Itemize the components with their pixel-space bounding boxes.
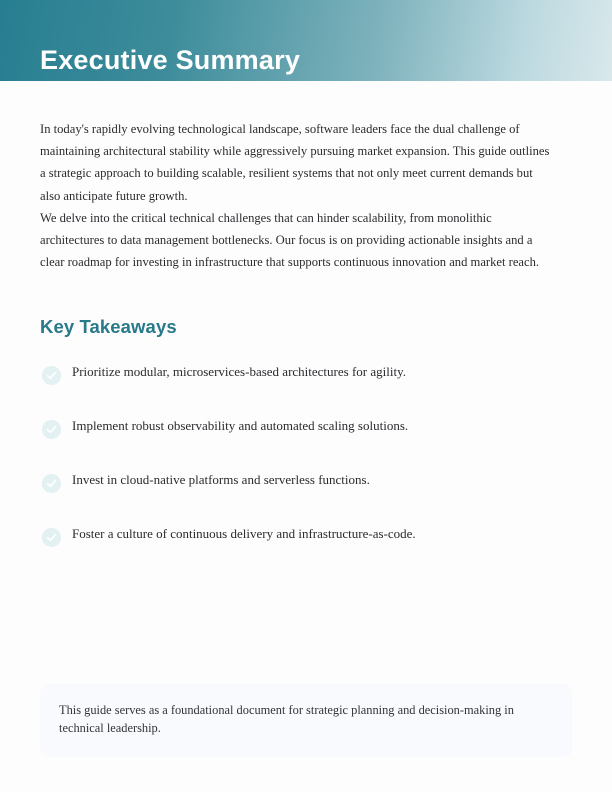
key-takeaways-list [40,356,560,572]
check-circle-icon [42,474,61,493]
page-title: Executive Summary [40,45,301,76]
header-banner [0,0,612,81]
list-item-label: Implement robust observability and automated scaling solutions. [72,418,409,433]
list-item [40,464,560,518]
list-item-label: Invest in cloud-native platforms and serverless functions. [72,472,370,487]
list-item-label: Foster a culture of continuous delivery and infrastructure-as-code. [72,526,416,541]
check-circle-icon [42,420,61,439]
paragraph-2: We delve into the critical technical challenges that can hinder scalability, from monolithic architectures to data management bottlenecks. Our focus is on providing actionable insights and a clear roadmap for investing in infrastructure that supports continuous innovation and market reach. [40,210,540,270]
footer-callout-box [40,684,572,757]
paragraph-1: In today's rapidly evolving technological landscape, software leaders face the dual challenge of maintaining architectural stability while aggressively pursuing market expansion. This guide outlines a strategic approach to building scalable, resilient systems that not only meet current demands but also anticipate future growth. [40,122,550,203]
check-circle-icon [42,528,61,547]
list-item [40,518,560,572]
section-heading-key-takeaways: Key Takeaways [40,316,177,337]
list-item-label: Prioritize modular, microservices-based architectures for agility. [72,364,406,379]
list-item [40,410,560,464]
check-circle-icon [42,366,61,385]
footer-callout-text: This guide serves as a foundational document for strategic planning and decision-making in technical leadership. [59,703,514,735]
intro-paragraphs [40,118,552,273]
list-item [40,356,560,410]
